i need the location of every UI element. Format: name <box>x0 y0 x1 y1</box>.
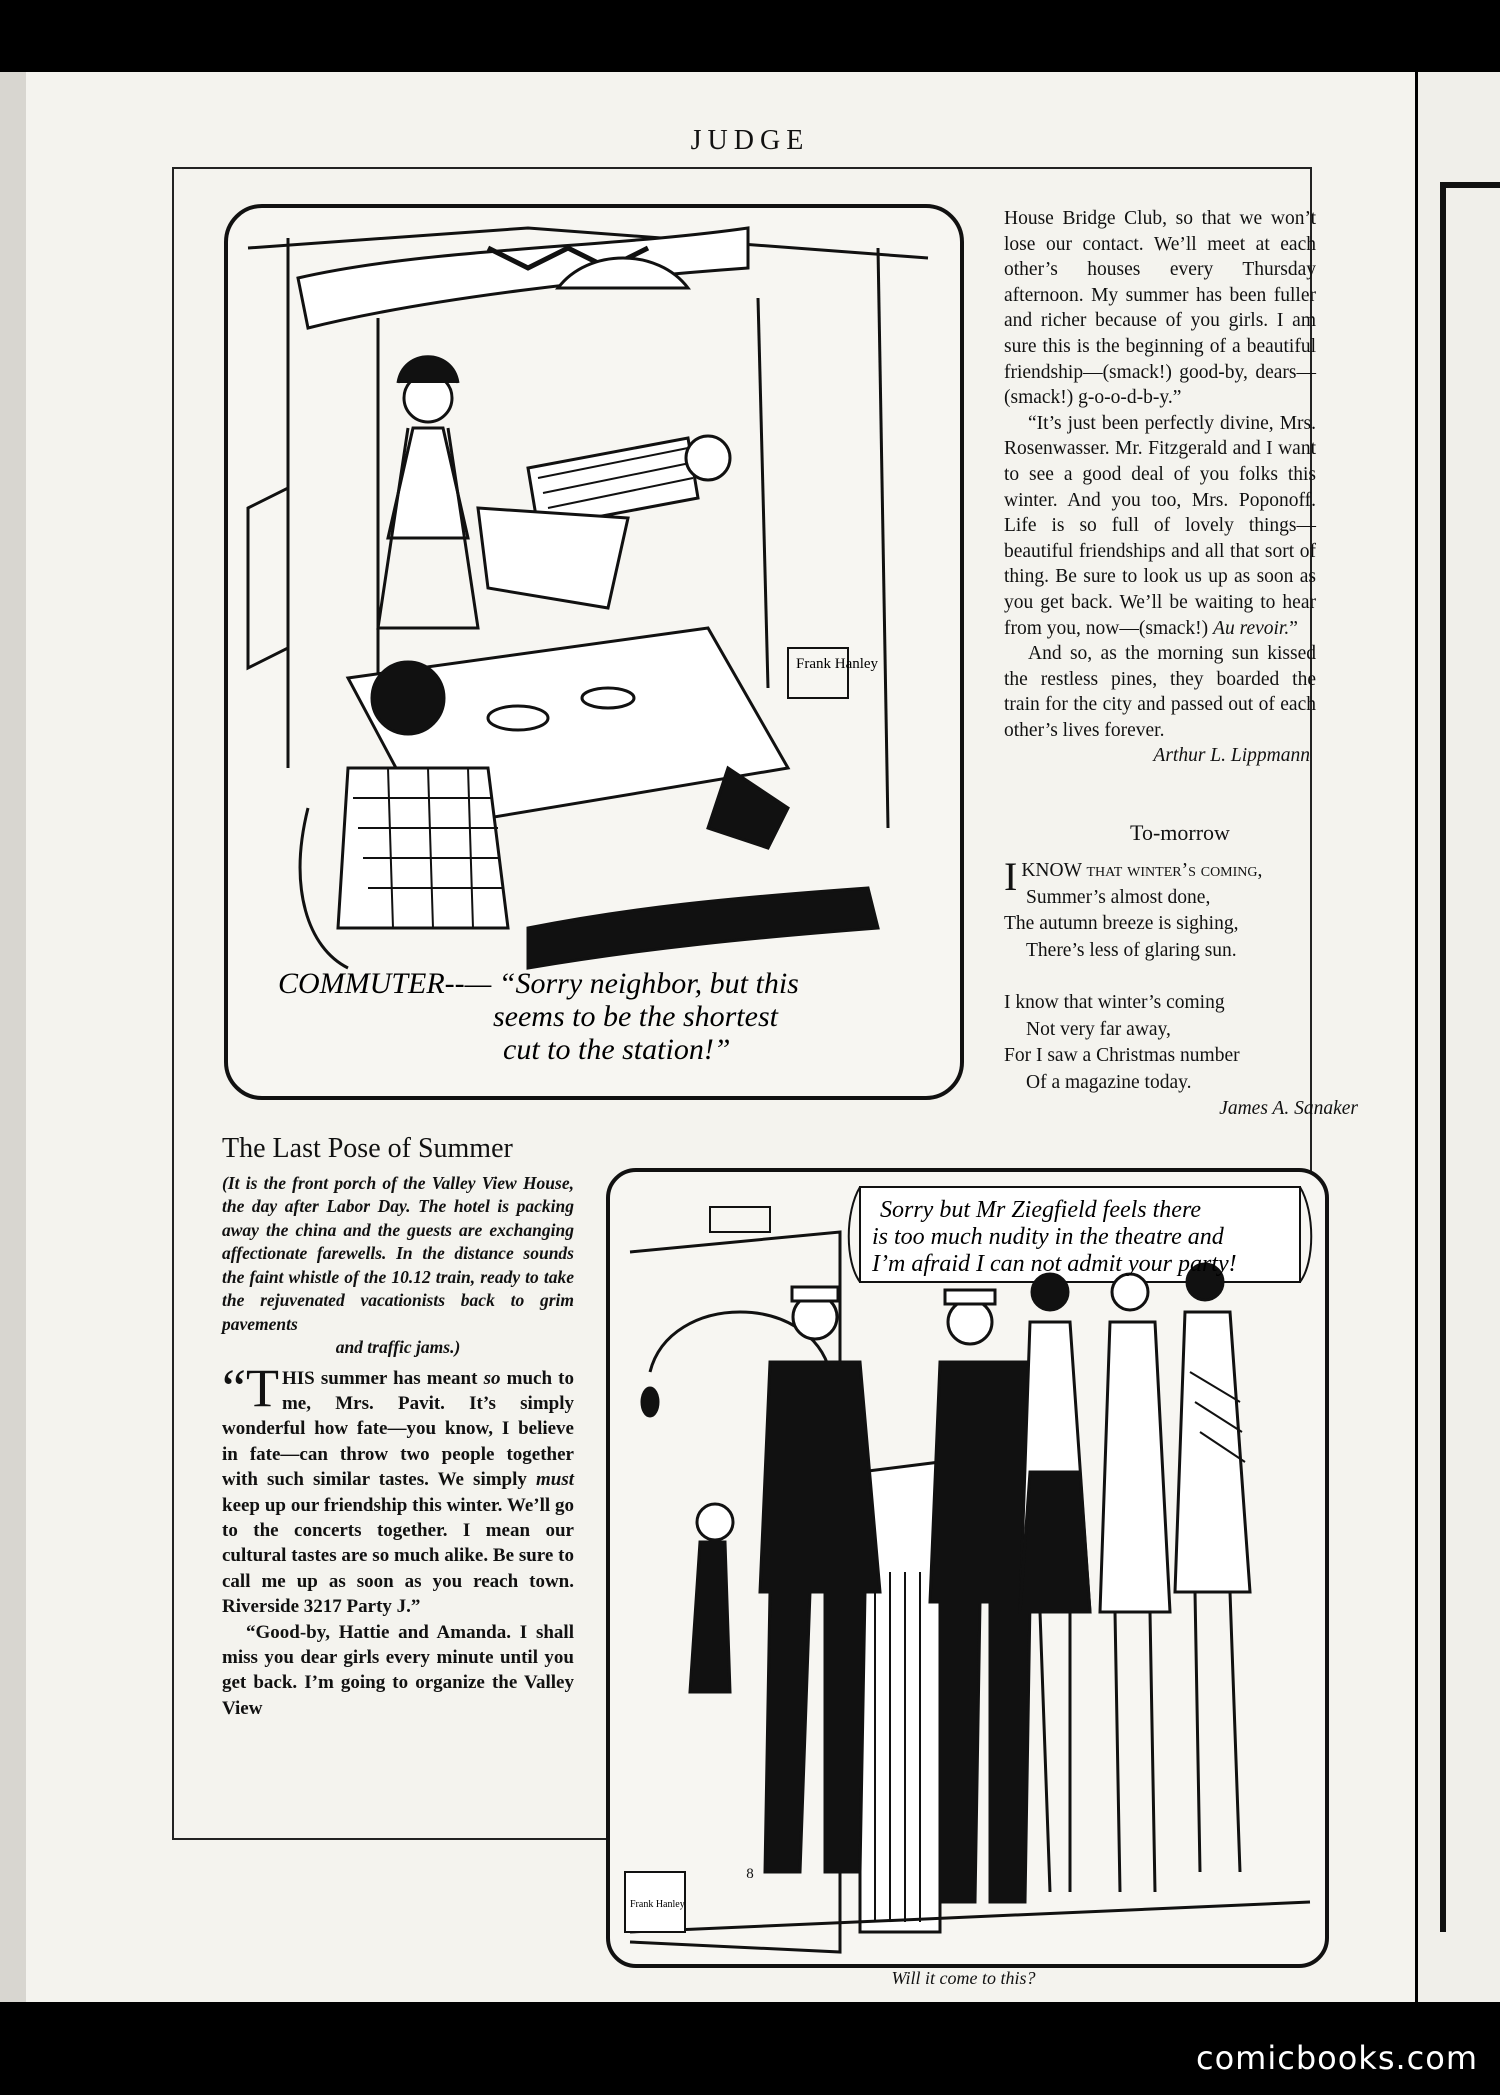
poem-author: James A. Sanaker <box>1219 1098 1358 1119</box>
poem-line-8: Of a magazine today. <box>1026 1071 1192 1093</box>
poem-line-5: I know that winter’s coming <box>1004 992 1225 1013</box>
commuter-cartoon <box>224 204 964 1100</box>
ziegfeld-cartoon <box>606 1168 1329 1968</box>
story-paragraph-2: “It’s just been perfectly divine, Mrs. Rosenwasser. Mr. Fitzgerald and I want to see a good deal of you folks this winter. And you too, Mrs. Poponoff. Life is so full of lovely things—beautiful friendships and all that sort of thing. Be sure to look us up as soon as you get back. We’ll be waiting to hear from you, now—(smack!) Au revoir.” <box>1004 412 1316 639</box>
cartoon1-signature: Frank Hanley <box>796 656 879 672</box>
poem-line-2: Summer’s almost done, <box>1026 886 1211 908</box>
story-start <box>222 1133 574 1721</box>
ziegfeld-cartoon-drawing <box>610 1172 1317 1956</box>
story-author: Arthur L. Lippmann <box>1153 745 1310 767</box>
story-intro-last: and traffic jams.) <box>335 1337 461 1358</box>
facing-page-edge <box>1418 72 1500 2002</box>
cartoon2-speech-line1: Sorry but Mr Ziegfield feels there <box>880 1197 1202 1223</box>
poem-line-6: Not very far away, <box>1026 1018 1171 1040</box>
story-paragraph-a: “THIS summer has meant so much to me, Mrs. Pavit. It’s simply wonderful how fate—you know, I believe in fate—can throw two people together with such similar tastes. We simply must keep up our friendship this winter. We’ll go to the concerts together. I mean our cultural tastes are so much alike. Be sure to call me up as soon as you reach town. Riverside 3217 Party J.” <box>222 1357 574 1618</box>
cartoon2-signature: Frank Hanley <box>630 1899 685 1910</box>
poem-line-7: For I saw a Christmas number <box>1004 1045 1240 1066</box>
commuter-cartoon-drawing <box>228 208 952 1088</box>
story-continuation <box>1004 206 1316 769</box>
story-paragraph-3: And so, as the morning sun kissed the restless pines, they boarded the train for the city and passed out of each other’s lives forever. <box>1004 643 1316 741</box>
story-intro: (It is the front porch of the Valley View House, the day after Labor Day. The hotel is packing away the china and the guests are exchanging affectionate farewells. In the distance sounds the faint whistle of the 10.12 train, ready to take the rejuvenated vacationists back to grim pavements <box>222 1172 574 1334</box>
cartoon2-speech-line3: I’m afraid I can not admit your party! <box>872 1251 1237 1277</box>
story-paragraph-1: House Bridge Club, so that we won’t lose our contact. We’ll meet at each other’s houses every Thursday afternoon. My summer has been fuller and richer because of you girls. I am sure this is the beginning of a beautiful friendship—(smack!) good-by, dears—(smack!) g-o-o-d-b-y.” <box>1004 208 1316 409</box>
poem-line-4: There’s less of glaring sun. <box>1026 939 1237 961</box>
cartoon1-caption-line1: COMMUTER--— “Sorry neighbor, but this <box>278 967 799 1000</box>
poem-line-1: IKNOW that winter’s coming, <box>1004 854 1263 899</box>
magazine-title: JUDGE <box>690 125 810 156</box>
watermark: comicbooks.com <box>1195 2039 1478 2077</box>
cartoon1-caption-line2: seems to be the shortest <box>493 1000 778 1033</box>
story-paragraph-b: “Good-by, Hattie and Amanda. I shall miss you dear girls every minute until you get back. I’m going to organize the Valley View <box>222 1621 574 1719</box>
poem-body <box>1004 854 1364 1123</box>
cartoon2-speech-line2: is too much nudity in the theatre and <box>872 1224 1224 1250</box>
page-number: 8 <box>746 1866 754 1882</box>
story-title: The Last Pose of Summer <box>222 1133 513 1164</box>
cartoon2-caption: Will it come to this? <box>891 1968 1036 1988</box>
cartoon1-caption-line3: cut to the station!” <box>503 1033 731 1066</box>
poem-title: To-morrow <box>1130 820 1230 845</box>
poem-line-3: The autumn breeze is sighing, <box>1004 913 1239 934</box>
